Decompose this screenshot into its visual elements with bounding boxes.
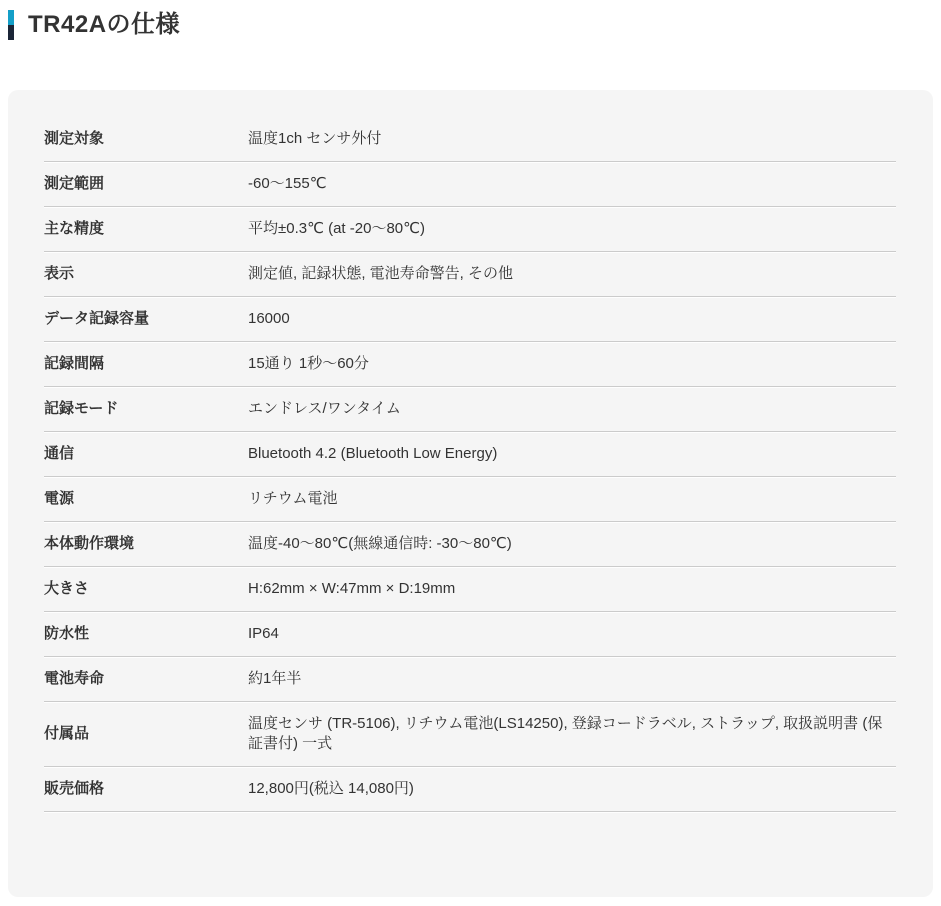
spec-value: IP64: [248, 612, 896, 657]
spec-value: H:62mm × W:47mm × D:19mm: [248, 567, 896, 612]
spec-label: 防水性: [44, 612, 248, 657]
spec-row: [44, 117, 896, 162]
spec-value: 16000: [248, 297, 896, 342]
spec-row: [44, 522, 896, 567]
spec-label: 表示: [44, 252, 248, 297]
spec-label: 主な精度: [44, 207, 248, 252]
spec-value: 平均±0.3℃ (at -20〜80℃): [248, 207, 896, 252]
spec-value: 測定値, 記録状態, 電池寿命警告, その他: [248, 252, 896, 297]
spec-row: [44, 477, 896, 522]
spec-label: 電源: [44, 477, 248, 522]
spec-row: [44, 657, 896, 702]
spec-value: 温度-40〜80℃(無線通信時: -30〜80℃): [248, 522, 896, 567]
spec-row: [44, 207, 896, 252]
spec-label: 測定範囲: [44, 162, 248, 207]
spec-row: [44, 342, 896, 387]
spec-label: 大きさ: [44, 567, 248, 612]
title-accent-bar-bottom: [8, 25, 14, 40]
page-header: [0, 0, 941, 42]
title-accent-bar-top: [8, 10, 14, 25]
spec-value: 約1年半: [248, 657, 896, 702]
spec-label: 付属品: [44, 702, 248, 767]
spec-row: [44, 297, 896, 342]
spec-label: 通信: [44, 432, 248, 477]
page-title: TR42Aの仕様: [28, 11, 181, 38]
spec-table-body: [44, 117, 896, 812]
spec-row: [44, 567, 896, 612]
spec-row: [44, 612, 896, 657]
spec-label: 販売価格: [44, 767, 248, 812]
spec-value: 温度センサ (TR-5106), リチウム電池(LS14250), 登録コードラベル, ストラップ, 取扱説明書 (保証書付) 一式: [248, 702, 896, 767]
spec-value: Bluetooth 4.2 (Bluetooth Low Energy): [248, 432, 896, 477]
spec-label: 本体動作環境: [44, 522, 248, 567]
spec-table: [44, 117, 896, 812]
spec-value: 温度1ch センサ外付: [248, 117, 896, 162]
spec-value: リチウム電池: [248, 477, 896, 522]
spec-value: 12,800円(税込 14,080円): [248, 767, 896, 812]
spec-row: [44, 702, 896, 767]
spec-card: [8, 90, 933, 897]
spec-row: [44, 767, 896, 812]
spec-label: 電池寿命: [44, 657, 248, 702]
spec-label: データ記録容量: [44, 297, 248, 342]
spec-value: -60〜155℃: [248, 162, 896, 207]
spec-value: 15通り 1秒〜60分: [248, 342, 896, 387]
spec-label: 測定対象: [44, 117, 248, 162]
spec-row: [44, 252, 896, 297]
spec-row: [44, 432, 896, 477]
spec-value: エンドレス/ワンタイム: [248, 387, 896, 432]
title-accent-bar-icon: [8, 10, 14, 40]
spec-label: 記録モード: [44, 387, 248, 432]
spec-label: 記録間隔: [44, 342, 248, 387]
spec-row: [44, 162, 896, 207]
spec-row: [44, 387, 896, 432]
